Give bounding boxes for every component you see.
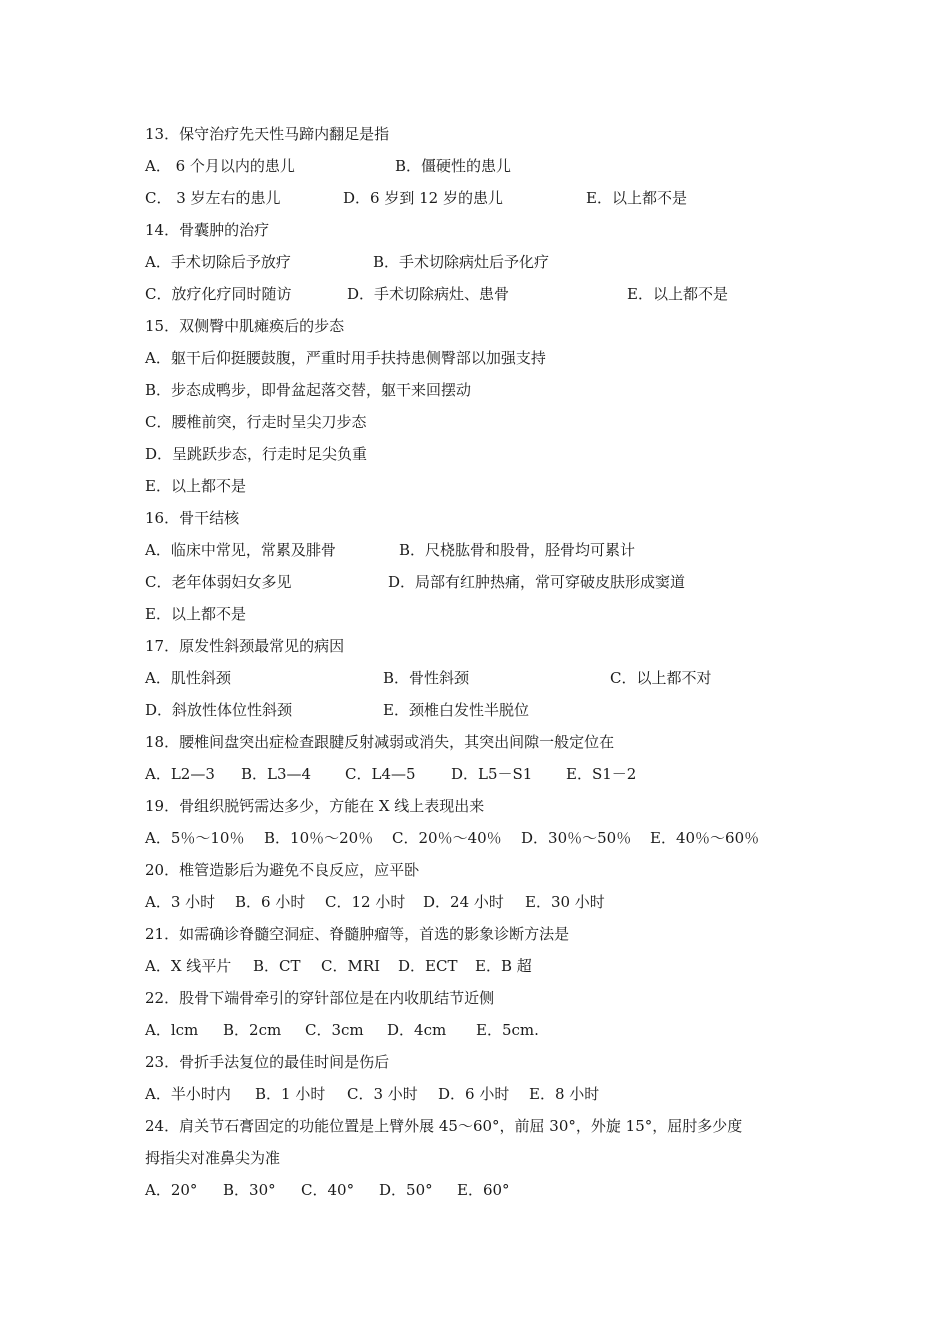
option-c: C．腰椎前突，行走时呈尖刀步态 [145,413,367,431]
option-b: B．6 小时 [235,893,306,911]
question-15-stem: 15．双侧臀中肌瘫痪后的步态 [145,317,345,335]
option-d: D．30％～50％ [521,829,632,847]
option-a: A．20° [145,1181,198,1199]
option-c: C．3 小时 [347,1085,418,1103]
option-a: A．3 小时 [145,893,216,911]
question-23-stem: 23．骨折手法复位的最佳时间是伤后 [145,1053,390,1071]
option-d: D．4cm [387,1021,447,1039]
option-c: C．20％～40％ [392,829,502,847]
option-a: A．5％～10％ [145,829,245,847]
question-17-stem: 17．原发性斜颈最常见的病因 [145,637,345,655]
option-a: A． 6 个月以内的患儿 [145,157,295,175]
option-b: B．步态成鸭步，即骨盆起落交替，躯干来回摆动 [145,381,472,399]
option-c: C．40° [301,1181,355,1199]
option-e: E．以上都不是 [145,605,246,623]
question-24-stem-continued: 拇指尖对准鼻尖为准 [145,1149,281,1167]
option-d: D．手术切除病灶、患骨 [347,285,510,303]
option-b: B．骨性斜颈 [383,669,470,687]
question-20-stem: 20．椎管造影后为避免不良反应，应平卧 [145,861,420,879]
option-b: B．L3—4 [241,765,312,783]
option-d: D．50° [379,1181,433,1199]
option-e: E．40％～60％ [650,829,760,847]
option-a: A．lcm [145,1021,199,1039]
question-18-stem: 18．腰椎间盘突出症检查跟腱反射减弱或消失，其突出间隙一般定位在 [145,733,615,751]
question-22-stem: 22．股骨下端骨牵引的穿针部位是在内收肌结节近侧 [145,989,495,1007]
option-c: C． 3 岁左右的患儿 [145,189,281,207]
option-b: B．手术切除病灶后予化疗 [373,253,550,271]
option-a: A．L2—3 [145,765,215,783]
option-d: D．6 小时 [438,1085,510,1103]
option-b: B．尺桡肱骨和股骨，胫骨均可累计 [399,541,636,559]
option-e: E．30 小时 [525,893,605,911]
option-e: E．以上都不是 [627,285,728,303]
option-c: C．以上都不对 [610,669,712,687]
option-e: E．5cm. [476,1021,539,1039]
option-b: B．10％～20％ [264,829,374,847]
question-13-stem: 13．保守治疗先天性马蹄内翻足是指 [145,125,390,143]
option-a: A．X 线平片 [145,957,232,975]
option-e: E．60° [457,1181,510,1199]
option-c: C．12 小时 [325,893,406,911]
option-e: E．8 小时 [529,1085,600,1103]
option-d: D．局部有红肿热痛，常可穿破皮肤形成窦道 [388,573,686,591]
option-e: E．S1－2 [566,765,637,783]
option-c: C．放疗化疗同时随访 [145,285,292,303]
question-21-stem: 21．如需确诊脊髓空洞症、脊髓肿瘤等，首选的影象诊断方法是 [145,925,570,943]
option-c: C．MRI [321,957,381,975]
option-b: B．2cm [223,1021,282,1039]
option-a: A．半小时内 [145,1085,231,1103]
option-e: E．颈椎白发性半脱位 [383,701,529,719]
option-e: E．以上都不是 [586,189,687,207]
option-b: B．1 小时 [255,1085,326,1103]
option-d: D．24 小时 [423,893,504,911]
option-a: A．肌性斜颈 [145,669,231,687]
option-d: D．呈跳跃步态，行走时足尖负重 [145,445,368,463]
option-e: E．以上都不是 [145,477,246,495]
option-b: B．CT [253,957,301,975]
option-d: D．6 岁到 12 岁的患儿 [343,189,503,207]
option-d: D．ECT [398,957,458,975]
option-c: C．3cm [305,1021,364,1039]
option-d: D．斜放性体位性斜颈 [145,701,293,719]
question-14-stem: 14．骨囊肿的治疗 [145,221,270,239]
option-e: E．B 超 [475,957,532,975]
option-a: A．手术切除后予放疗 [145,253,291,271]
question-16-stem: 16．骨干结核 [145,509,240,527]
option-a: A．临床中常见，常累及腓骨 [145,541,336,559]
option-b: B．30° [223,1181,276,1199]
question-19-stem: 19．骨组织脱钙需达多少，方能在 X 线上表现出来 [145,797,485,815]
option-d: D．L5－S1 [451,765,533,783]
option-a: A．躯干后仰挺腰鼓腹，严重时用手扶持患侧臀部以加强支持 [145,349,546,367]
option-c: C．老年体弱妇女多见 [145,573,292,591]
option-b: B．僵硬性的患儿 [395,157,512,175]
question-24-stem: 24．肩关节石膏固定的功能位置是上臂外展 45～60°，前屈 30°，外旋 15°，屈肘多少度 [145,1117,743,1135]
option-c: C．L4—5 [345,765,416,783]
